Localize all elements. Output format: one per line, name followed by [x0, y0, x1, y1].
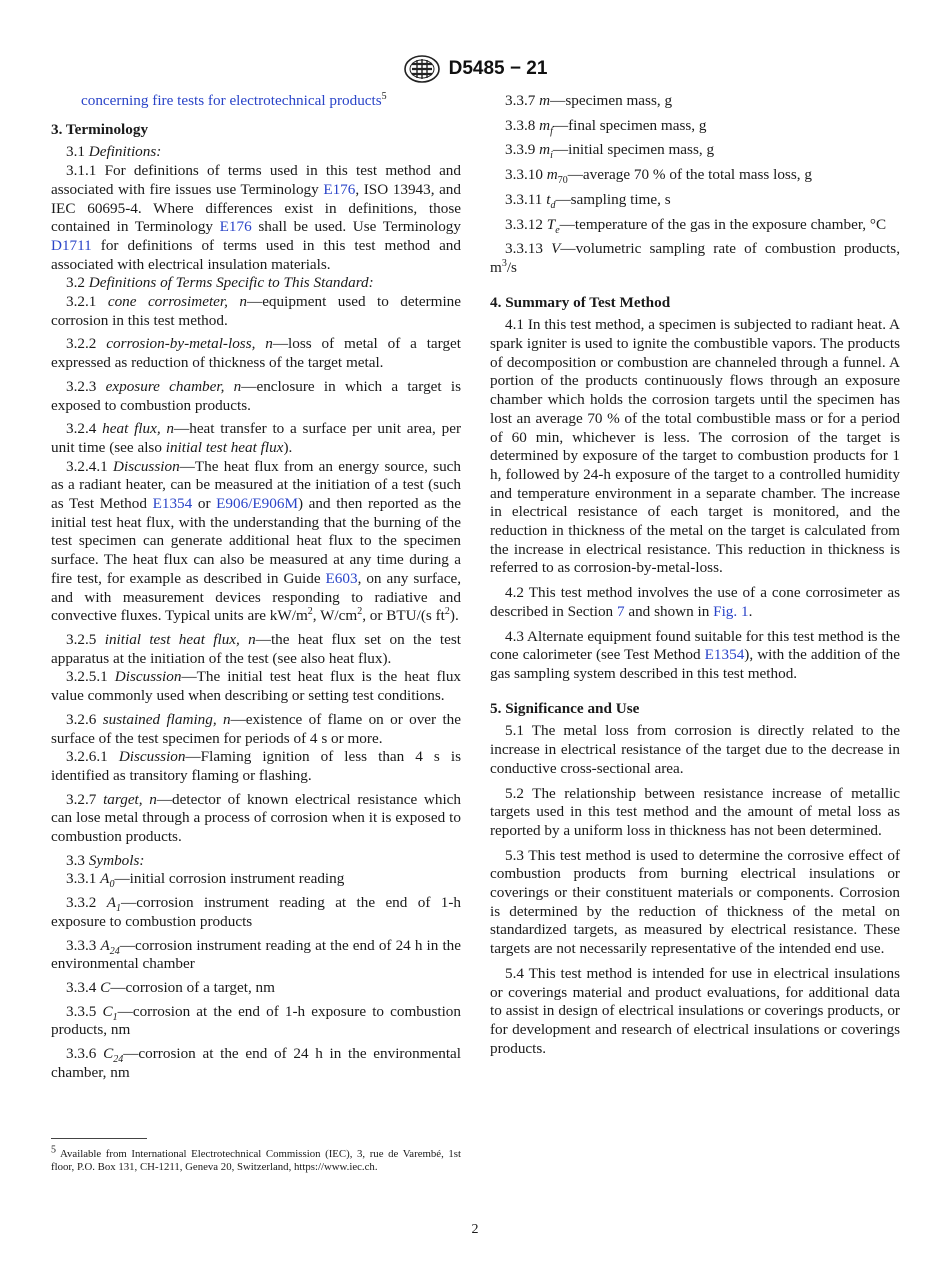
symbol-entry: 3.3.6 $C_{24}—corrosion$ at the end of 24 h in the environmental chamber, nm: [51, 1045, 462, 1081]
para-3-1-1: 3.1.1 For definitions of terms used in this test method and associated with fire issues use Terminology E176, ISO 13943, and IEC 60695-4. Where differences exist in definitions, those contained in Terminology E176 shall be used. Use Terminology D1711 for definitions of terms used in this test method and associated with electrical insulation materials.: [51, 162, 461, 273]
link-e176[interactable]: E176: [323, 180, 356, 198]
para-3-3: 3.3 Symbols:: [66, 851, 145, 869]
footnote-ref[interactable]: 5: [381, 90, 387, 102]
para-3-2: 3.2 Definitions of Terms Specific to This Standard:: [66, 274, 374, 292]
link-e1354[interactable]: E1354: [152, 495, 193, 513]
footnote-rule: [51, 1138, 147, 1139]
symbol-entry: 3.3.12 $T_e—temperature$ of the gas in the exposure chamber, °C: [505, 215, 887, 236]
link-section-7[interactable]: 7: [616, 602, 625, 620]
para-4-2: 4.2 This test method involves the use of a cone corrosimeter as described in Section 7 and shown in Fig. 1.: [490, 584, 900, 620]
continuation-link[interactable]: concerning fire tests for electrotechnical products: [81, 92, 382, 109]
para-5-2: 5.2 The relationship between resistance increase of metallic targets used in this test method and the amount of metal loss as reported by a uniform loss in thickness has not been determined.: [490, 784, 900, 839]
para-3-2-4: 3.2.4 heat flux, n—heat transfer to a surface per unit area, per unit time (see also initial test heat flux).: [51, 420, 462, 456]
para-3-2-4-1: 3.2.4.1 Discussion—The heat flux from an energy source, such as a radiant heater, can be measured at the initiation of a test (such as Test Method E1354 or E906/E906M) and then reported as the initial test heat flux, with the understanding that the burning of the test specimen can generate additional heat flux to the specimen surface. The heat flux can also be measured at any time during a fire test, for example as described in Guide E603, on any surface, and with measurement devices responding to radiative and convective fluxes. Typical units are $kW/m^2$, $W/cm^2$, or BTU/(s $ft^2$).: [51, 457, 461, 625]
para-3-2-1: 3.2.1 cone corrosimeter, n—equipment used to determine corrosion in this test method.: [51, 293, 462, 329]
para-5-1: 5.1 The metal loss from corrosion is directly related to the increase in electrical resistance of the target due to the decrease in conductive cross-sectional area.: [490, 722, 900, 777]
para-5-3: 5.3 This test method is used to determine the corrosive effect of combustion products from burning electrical insulations or coverings or their constituent materials or components. Corrosion is determined by the reduction of thickness of the metal on standardized targets, as measured by electrical resistance. These targets are not necessarily representative of the intended end use.: [490, 846, 900, 958]
symbol-entry: 3.3.3 $A_{24}—corrosion$ instrument reading at the end of 24 h in the environmental chamber: [51, 936, 462, 973]
link-e603[interactable]: E603: [325, 569, 358, 587]
symbol-entry: 3.3.13 V—volumetric sampling rate of combustion products, $m^3/s$: [490, 240, 900, 276]
para-4-3: 4.3 Alternate equipment found suitable for this test method is the cone calorimeter (see Test Method E1354), with the addition of the gas sampling system described in this test method.: [490, 627, 900, 682]
para-5-4: 5.4 This test method is intended for use in electrical insulations or coverings material and product evaluations, for additional data to assist in design of electrical insulations or coverings products, or for development and research of electrical insulations or coverings products.: [490, 964, 900, 1057]
para-3-2-2: 3.2.2 corrosion-by-metal-loss, n—loss of metal of a target expressed as reduction of thickness of the target metal.: [51, 335, 461, 372]
symbol-entry: 3.3.7 m—specimen mass, g: [505, 92, 673, 109]
link-e906[interactable]: E906/E906M: [216, 495, 298, 513]
link-e1354-2[interactable]: E1354: [704, 646, 745, 664]
section-5-title: 5. Significance and Use: [490, 699, 640, 717]
symbol-entry: 3.3.4 C—corrosion of a target, nm: [66, 978, 275, 996]
symbol-entry: 3.3.5 $C_1—corrosion$ at the end of 1-h exposure to combustion products, nm: [51, 1002, 461, 1039]
para-3-2-7: 3.2.7 target, n—detector of known electrical resistance which can lose metal through a process of corrosion when it is exposed to combustion products.: [51, 790, 461, 846]
link-d1711[interactable]: D1711: [51, 236, 92, 254]
symbol-entry: 3.3.10 $m_{70}—average$ 70 % of the total mass loss, g: [505, 166, 812, 187]
section-4-title: 4. Summary of Test Method: [490, 293, 671, 311]
para-4-1: 4.1 In this test method, a specimen is subjected to radiant heat. A spark igniter is used to ignite the combustible vapors. The products of decomposition or combustion are channeled through a funnel. A portion of the products continuously flows through an exposure chamber which holds the corrosion targets until the specimen has lost an average 70 % of the total combustible mass or for a period of 60 min, whichever is less. The corrosion of the target is determined by exposure of the target to combustion products for 1 h, followed by 24-h exposure of the target to a controlled humidity and temperature environment in a separate chamber. The increase in electrical resistance of each target is monitored, and the reduction in thickness of the metal on the target is calculated from the increase in electrical resistance. This reduction in thickness is referred to as corrosion-by-metal-loss.: [490, 316, 900, 577]
para-3-2-6-1: 3.2.6.1 Discussion—Flaming ignition of less than 4 s is identified as transitory flaming or flashing.: [51, 748, 461, 784]
page-number: 2: [471, 1222, 479, 1237]
astm-logo-icon: [403, 54, 441, 84]
section-3-title: 3. Terminology: [51, 120, 149, 138]
symbol-entry: 3.3.11 $t_d—sampling$ time, s: [505, 190, 671, 211]
page-header: [0, 54, 950, 84]
para-3-2-6: 3.2.6 sustained flaming, n—existence of flame on or over the surface of the test specimen for periods of 4 s or more.: [51, 710, 461, 747]
continuation-line: [51, 92, 461, 111]
link-fig-1[interactable]: Fig. 1: [713, 602, 749, 620]
left-column: [51, 92, 461, 1082]
para-3-2-5-1: 3.2.5.1 Discussion—The initial test heat flux is the heat flux value commonly used when describing or setting test conditions.: [51, 668, 462, 705]
symbol-entry: 3.3.8 $m_f—final$ specimen mass, g: [505, 116, 707, 137]
footnote-5: $^5$ Available from International Electrotechnical Commission (IEC), 3, rue de Varembé, 1st floor, P.O. Box 131, CH-1211, Geneva 20, Switzerland, https://www.iec.ch.: [51, 1144, 461, 1174]
symbol-entry: 3.3.9 $m_i—initial$ specimen mass, g: [505, 141, 715, 162]
para-3-1: 3.1 Definitions:: [66, 143, 162, 161]
para-3-2-5: 3.2.5 initial test heat flux, n—the heat flux set on the test apparatus at the initiation of the test (see also heat flux).: [51, 630, 461, 667]
link-e176-2[interactable]: E176: [219, 218, 252, 236]
symbol-entry: 3.3.2 $A_1—corrosion$ instrument reading at the end of 1-h exposure to combustion products: [51, 894, 462, 930]
right-column: [490, 92, 900, 1058]
para-3-2-3: 3.2.3 exposure chamber, n—enclosure in which a target is exposed to combustion products.: [51, 377, 462, 414]
standard-designation: D5485 − 21: [448, 58, 548, 79]
symbol-entry: 3.3.1 $A_0—initial$ corrosion instrument reading: [66, 870, 345, 891]
